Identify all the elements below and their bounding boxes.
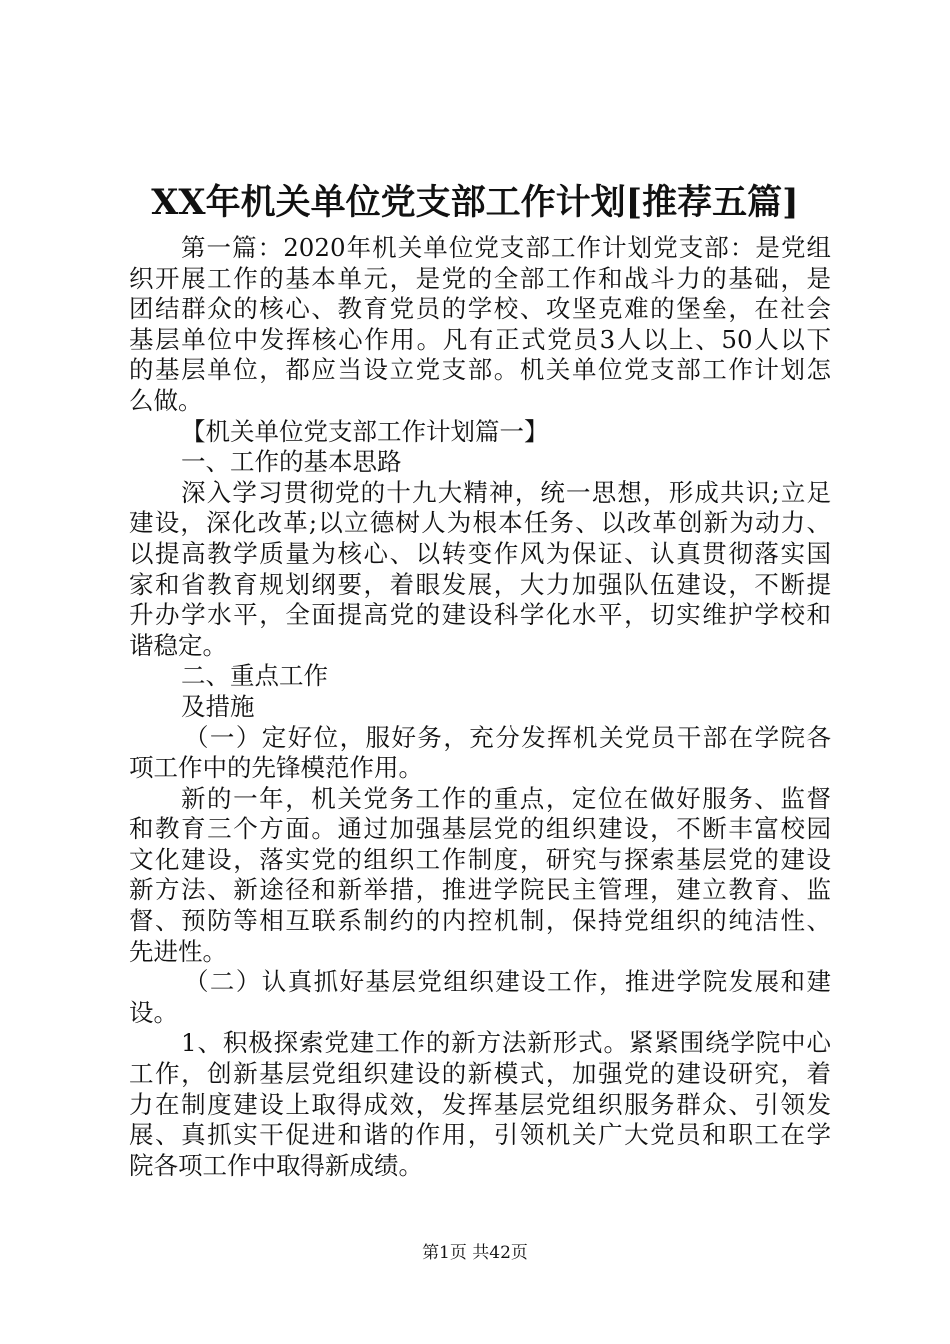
paragraph-line: 建设，深化改革;以立德树人为根本任务、以改革创新为动力、	[129, 508, 831, 538]
paragraph-line: 家和省教育规划纲要，着眼发展，大力加强队伍建设，不断提	[129, 569, 831, 599]
paragraph-line: 的基层单位，都应当设立党支部。机关单位党支部工作计划怎	[129, 355, 831, 385]
paragraph-line: 【机关单位党支部工作计划篇一】	[181, 416, 549, 446]
paragraph	[129, 417, 831, 448]
paragraph-line: 1、积极探索党建工作的新方法新形式。紧紧围绕学院中心	[181, 1028, 831, 1058]
paragraph-line: 工作，创新基层党组织建设的新模式，加强党的建设研究，着	[129, 1059, 831, 1089]
paragraph	[129, 447, 831, 478]
paragraph-line: 设。	[129, 997, 178, 1027]
paragraph-line: （二）认真抓好基层党组织建设工作，推进学院发展和建	[184, 967, 831, 997]
paragraph-line: 督、预防等相互联系制约的内控机制，保持党组织的纯洁性、	[129, 906, 831, 936]
paragraph-line: 项工作中的先锋模范作用。	[129, 753, 423, 783]
paragraph-line: 力在制度建设上取得成效，发挥基层党组织服务群众、引领发	[129, 1089, 831, 1119]
paragraph-line: 文化建设，落实党的组织工作制度，研究与探索基层党的建设	[129, 844, 831, 874]
paragraph-line: 新的一年，机关党务工作的重点，定位在做好服务、监督	[181, 783, 831, 813]
paragraph	[129, 661, 831, 692]
paragraph	[129, 967, 831, 1028]
paragraph-line: 谐稳定。	[129, 630, 227, 660]
paragraph-line: 团结群众的核心、教育党员的学校、攻坚克难的堡垒，在社会	[129, 294, 831, 324]
paragraph-line: 先进性。	[129, 936, 227, 966]
paragraph	[129, 233, 831, 417]
paragraph-line: 以提高教学质量为核心、以转变作风为保证、认真贯彻落实国	[129, 538, 831, 568]
paragraph	[129, 1028, 831, 1181]
paragraph	[129, 692, 831, 723]
paragraph-line: 新方法、新途径和新举措，推进学院民主管理，建立教育、监	[129, 875, 831, 905]
paragraph-line: （一）定好位，服好务，充分发挥机关党员干部在学院各	[184, 722, 831, 752]
paragraph	[129, 478, 831, 662]
paragraph	[129, 723, 831, 784]
document-body	[129, 233, 831, 1181]
paragraph-line: 和教育三个方面。通过加强基层党的组织建设，不断丰富校园	[129, 814, 831, 844]
paragraph-line: 基层单位中发挥核心作用。凡有正式党员3人以上、50人以下	[129, 324, 831, 354]
paragraph-line: 第一篇：2020年机关单位党支部工作计划党支部：是党组	[181, 233, 831, 262]
paragraph-line: 深入学习贯彻党的十九大精神，统一思想，形成共识;立足	[181, 477, 831, 507]
paragraph-line: 及措施	[181, 691, 255, 721]
page-footer: 第1页 共42页	[422, 1243, 528, 1263]
paragraph-line: 么做。	[129, 385, 203, 415]
paragraph-line: 织开展工作的基本单元，是党的全部工作和战斗力的基础，是	[129, 263, 831, 293]
paragraph-line: 升办学水平，全面提高党的建设科学化水平，切实维护学校和	[129, 600, 831, 630]
paragraph-line: 二、重点工作	[181, 661, 328, 691]
paragraph-line: 展、真抓实干促进和谐的作用，引领机关广大党员和职工在学	[129, 1120, 831, 1150]
paragraph-line: 一、工作的基本思路	[181, 447, 402, 477]
paragraph	[129, 784, 831, 968]
document-title: XX年机关单位党支部工作计划[推荐五篇]	[151, 182, 799, 223]
paragraph-line: 院各项工作中取得新成绩。	[129, 1150, 423, 1180]
